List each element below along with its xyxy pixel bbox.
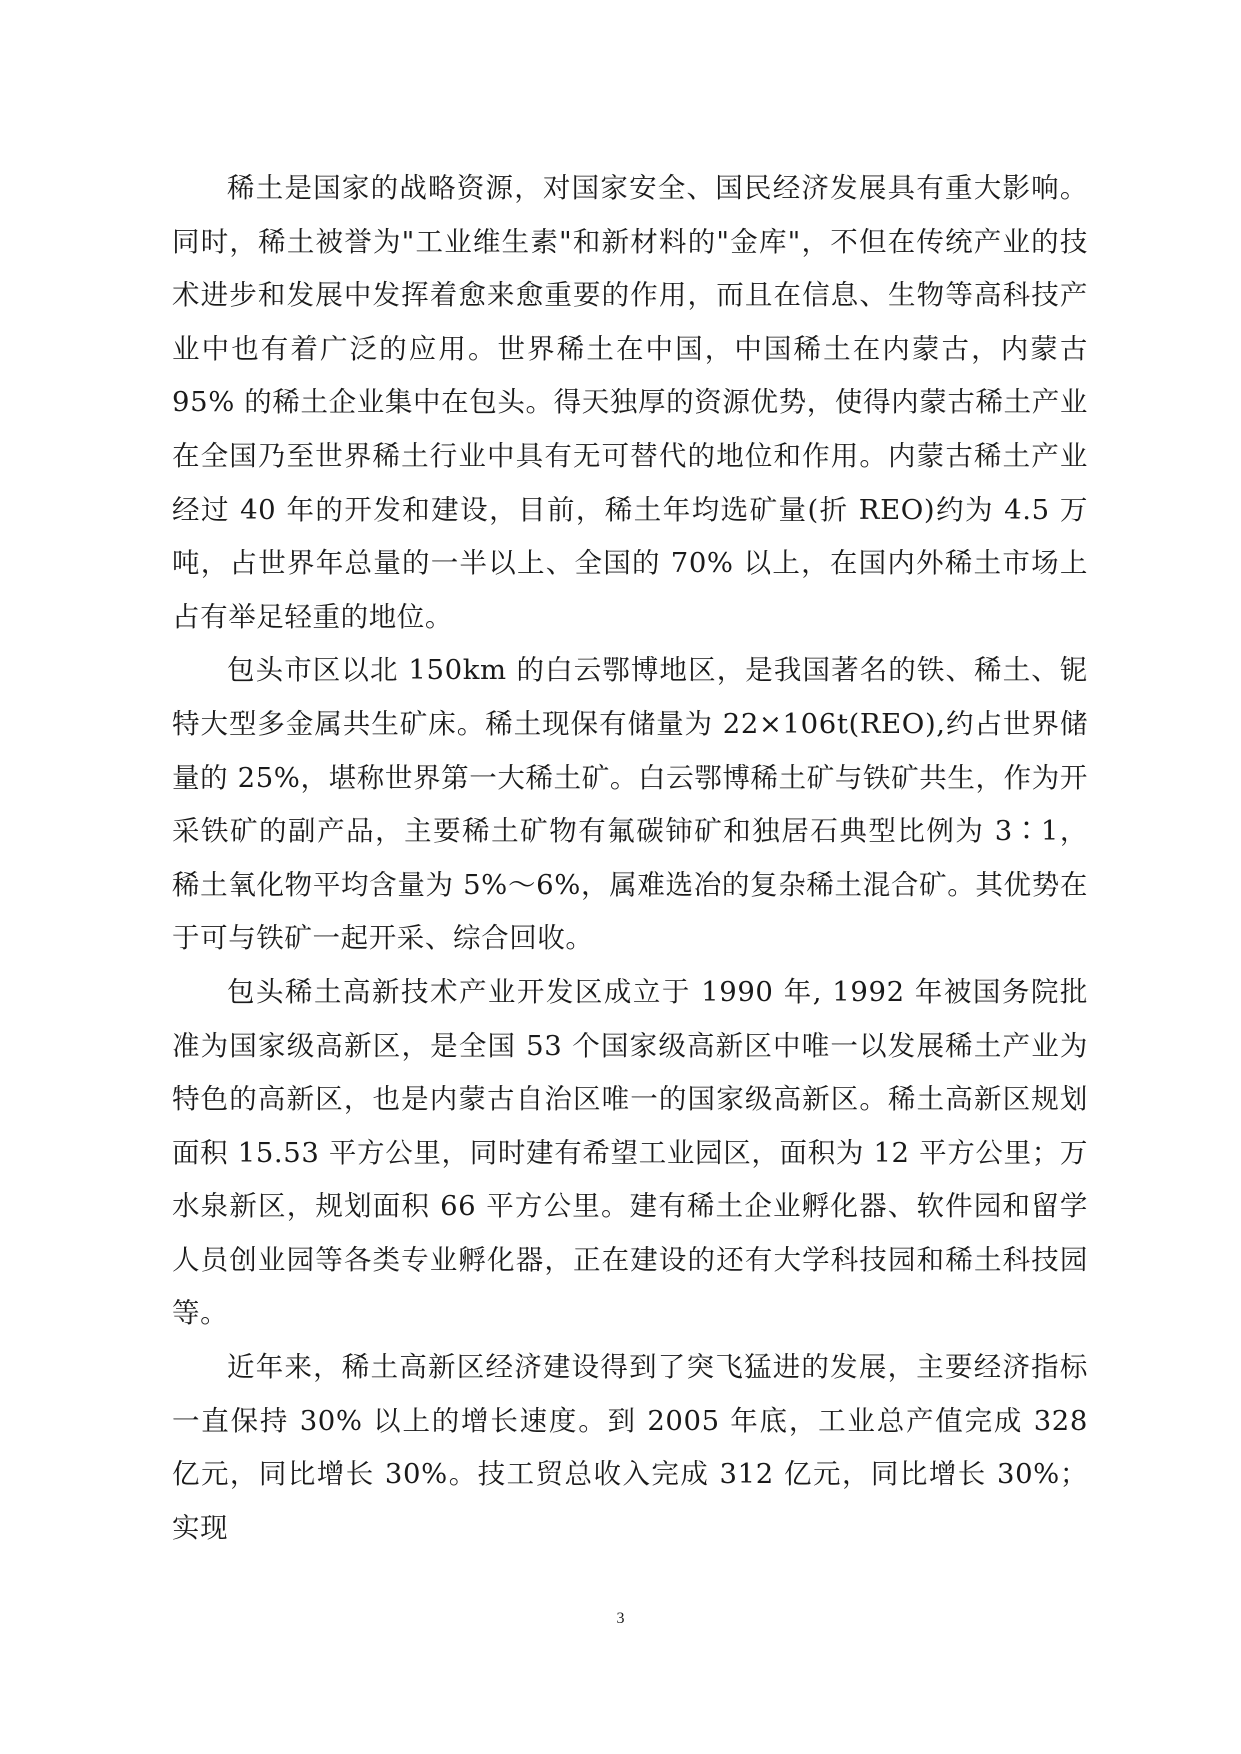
paragraph-bayan-obo-deposit: 包头市区以北 150km 的白云鄂博地区，是我国著名的铁、稀土、铌特大型多金属共生矿床。稀土现保有储量为 22×106t(REO),约占世界储量的 25%，堪称世界第一大稀土矿。白云鄂博稀土矿与铁矿共生，作为开采铁矿的副产品，主要稀土矿物有氟碳铈矿和独居石典型比例为 3∶1，稀土氧化物平均含量为 5%～6%，属难选冶的复杂稀土混合矿。其优势在于可与铁矿一起开采、综合回收。 — [172, 654, 1088, 955]
page-number: 3 — [616, 1610, 625, 1627]
paragraph-rare-earth-overview: 稀土是国家的战略资源，对国家安全、国民经济发展具有重大影响。同时，稀土被誉为"工业维生素"和新材料的"金库"，不但在传统产业的技术进步和发展中发挥着愈来愈重要的作用，而且在信息、生物等高科技产业中也有着广泛的应用。世界稀土在中国，中国稀土在内蒙古，内蒙古 95% 的稀土企业集中在包头。得天独厚的资源优势，使得内蒙古稀土产业在全国乃至世界稀土行业中具有无可替代的地位和作用。内蒙古稀土产业经过 40 年的开发和建设，目前，稀土年均选矿量(折 REO)约为 4.5 万吨，占世界年总量的一半以上、全国的 70% 以上，在国内外稀土市场上占有举足轻重的地位。 — [172, 172, 1088, 633]
paragraph-hightech-zone: 包头稀土高新技术产业开发区成立于 1990 年, 1992 年被国务院批准为国家级高新区，是全国 53 个国家级高新区中唯一以发展稀土产业为特色的高新区，也是内蒙古自治区唯一的国家级高新区。稀土高新区规划面积 15.53 平方公里，同时建有希望工业园区，面积为 12 平方公里；万水泉新区，规划面积 66 平方公里。建有稀土企业孵化器、软件园和留学人员创业园等各类专业孵化器，正在建设的还有大学科技园和稀土科技园等。 — [172, 975, 1088, 1330]
paragraph-economic-growth: 近年来，稀土高新区经济建设得到了突飞猛进的发展，主要经济指标一直保持 30% 以上的增长速度。到 2005 年底，工业总产值完成 328 亿元，同比增长 30%。技工贸总收入完成 312 亿元，同比增长 30%；实现 — [172, 1351, 1088, 1544]
body-text — [172, 162, 1088, 1555]
